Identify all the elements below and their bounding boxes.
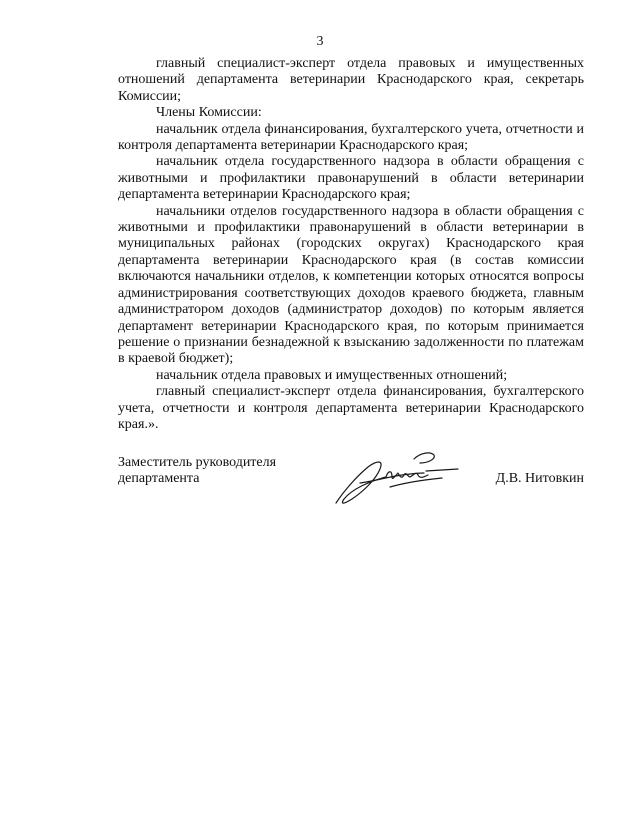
paragraph-legal-head: начальник отдела правовых и имущественных отношений; — [156, 367, 508, 383]
signatory-position — [118, 455, 318, 488]
signatory-name: Д.В. Нитовкин — [495, 471, 584, 486]
signature-block — [118, 455, 584, 525]
paragraph-secretary: главный специалист-эксперт отдела правовых и имущественных отношений департамента ветеринарии Краснодарского края, секретарь Комиссии; — [118, 56, 584, 104]
paragraph-finance-head: начальник отдела финансирования, бухгалтерского учета, отчетности и контроля департамента ветеринарии Краснодарского края; — [118, 121, 584, 154]
paragraph-members-heading: Члены Комиссии: — [156, 105, 262, 121]
paragraph-finance-specialist: главный специалист-эксперт отдела финансирования, бухгалтерского учета, отчетности и контроля департамента ветеринарии Краснодарского края.». — [118, 384, 584, 432]
page-number: 3 — [316, 34, 324, 49]
handwritten-signature-icon — [330, 447, 460, 511]
paragraph-municipal-heads: начальники отделов государственного надзора в области обращения с животными и профилактики правонарушений в области ветеринарии в муниципальных районах (городских округах) Краснодарского края департамента ветеринарии Краснодарского края (в состав комиссии включаются начальники отделов, к компетенции которых относятся вопросы администрирования соответствующих доходов краевого бюджета, главным администратором доходов (администратор доходов) по которым является департамент ветеринарии Краснодарского края, по которым принимается решение о признании безнадежной к взысканию задолженности по платежам в краевой бюджет); — [118, 203, 584, 367]
signatory-position-line1: Заместитель руководителя — [118, 455, 277, 470]
paragraph-supervision-head: начальник отдела государственного надзора в области обращения с животными и профилактики правонарушений в области ветеринарии департамента ветеринарии Краснодарского края; — [118, 154, 584, 203]
signatory-position-line2: департамента — [118, 471, 200, 487]
document-body — [118, 56, 584, 433]
